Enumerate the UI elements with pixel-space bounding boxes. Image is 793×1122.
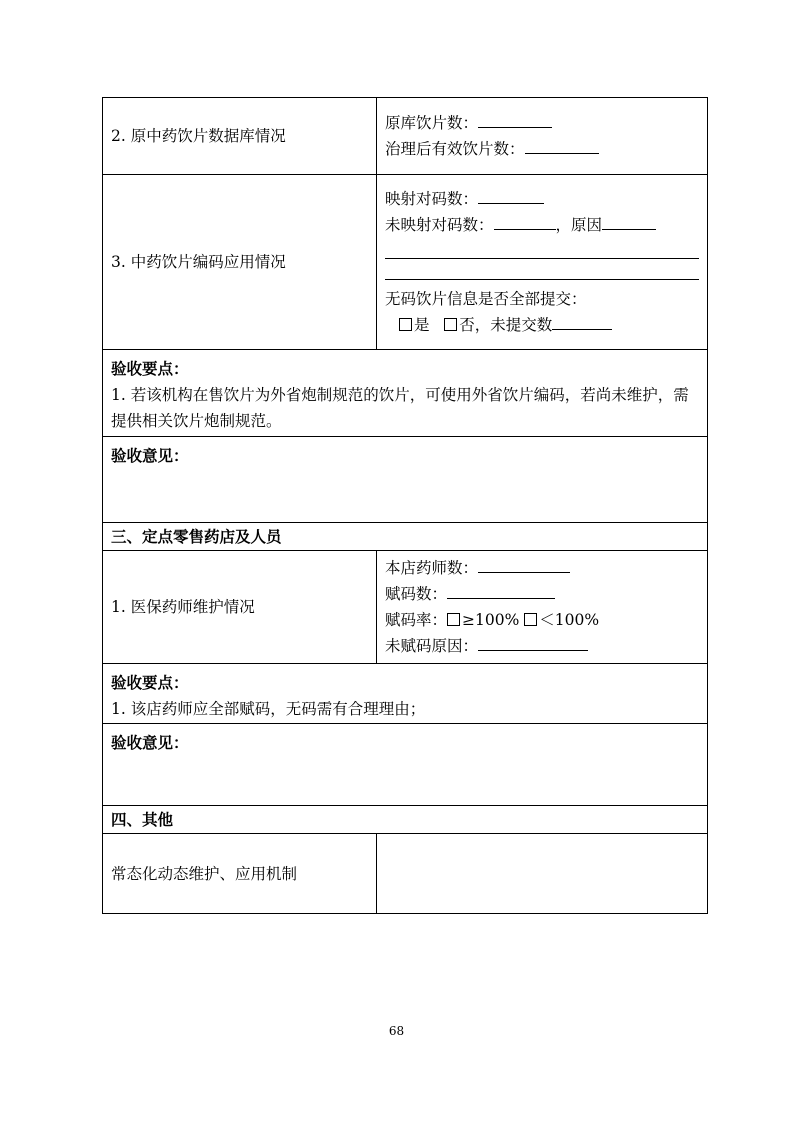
check-points-cell bbox=[103, 664, 708, 724]
check-points-title: 验收要点： bbox=[111, 359, 189, 378]
coding-rate-label: 赋码率： bbox=[385, 611, 448, 629]
original-count-line bbox=[385, 110, 699, 136]
opinion-title: 验收意见： bbox=[111, 446, 189, 465]
unsubmitted-count-blank[interactable] bbox=[552, 314, 612, 330]
row-section-3 bbox=[103, 523, 708, 551]
other-mechanism-label: 常态化动态维护、应用机制 bbox=[111, 864, 298, 883]
row-pharmacist bbox=[103, 551, 708, 664]
valid-count-blank[interactable] bbox=[525, 138, 599, 154]
other-mechanism-field[interactable] bbox=[377, 834, 708, 914]
row-opinion-1 bbox=[103, 437, 708, 523]
mapped-count-line bbox=[385, 186, 699, 212]
opinion-cell[interactable] bbox=[103, 724, 708, 806]
rate-ge-100-label: ≥100% bbox=[462, 611, 520, 629]
row-fields bbox=[377, 98, 708, 175]
valid-count-line bbox=[385, 136, 699, 162]
reason-rule-1[interactable] bbox=[385, 238, 699, 259]
checkbox-rate-lt-100[interactable] bbox=[524, 613, 537, 626]
row-code-application bbox=[103, 175, 708, 350]
mapped-count-label: 映射对码数： bbox=[385, 190, 479, 208]
reason-rule-2[interactable] bbox=[385, 259, 699, 280]
row-opinion-2 bbox=[103, 724, 708, 806]
pharmacist-label: 1. 医保药师维护情况 bbox=[111, 598, 255, 616]
row-original-database bbox=[103, 98, 708, 175]
row-fields bbox=[377, 175, 708, 350]
section-4-title: 四、其他 bbox=[103, 806, 708, 834]
reason-label: ，原因 bbox=[555, 216, 603, 234]
row-label bbox=[103, 175, 377, 350]
valid-count-label: 治理后有效饮片数： bbox=[385, 140, 525, 158]
page-number: 68 bbox=[388, 1024, 405, 1038]
row-section-4 bbox=[103, 806, 708, 834]
coded-count-label: 赋码数： bbox=[385, 585, 448, 603]
check-points-title: 验收要点： bbox=[111, 673, 189, 692]
checkbox-yes[interactable] bbox=[399, 318, 412, 331]
submitted-options-line bbox=[385, 312, 699, 338]
coded-count-blank[interactable] bbox=[447, 583, 555, 599]
rate-lt-100-label: ＜100% bbox=[539, 611, 600, 629]
pharmacist-count-label: 本店药师数： bbox=[385, 559, 479, 577]
original-count-blank[interactable] bbox=[478, 112, 552, 128]
original-count-label: 原库饮片数： bbox=[385, 114, 479, 132]
unmapped-count-label: 未映射对码数： bbox=[385, 216, 494, 234]
code-application-label: 3. 中药饮片编码应用情况 bbox=[111, 253, 286, 271]
option-no-label: 否，未提交数 bbox=[459, 316, 553, 334]
submitted-question-label: 无码饮片信息是否全部提交： bbox=[385, 290, 587, 308]
check-points-text: 1. 该店药师应全部赋码，无码需有合理理由； bbox=[111, 700, 426, 718]
section-3-title: 三、定点零售药店及人员 bbox=[103, 523, 708, 551]
row-label bbox=[103, 834, 377, 914]
checkbox-no[interactable] bbox=[444, 318, 457, 331]
opinion-cell[interactable] bbox=[103, 437, 708, 523]
checkbox-rate-ge-100[interactable] bbox=[447, 613, 460, 626]
pharmacist-count-line bbox=[385, 555, 699, 581]
submitted-question-line bbox=[385, 286, 699, 312]
row-check-points-1 bbox=[103, 350, 708, 437]
uncoded-reason-line bbox=[385, 633, 699, 659]
unmapped-count-blank[interactable] bbox=[494, 214, 556, 230]
option-yes-label: 是 bbox=[414, 316, 430, 334]
opinion-title: 验收意见： bbox=[111, 733, 189, 752]
check-points-text: 1. 若该机构在售饮片为外省炮制规范的饮片，可使用外省饮片编码，若尚未维护，需提供相关饮片炮制规范。 bbox=[111, 386, 689, 430]
mapped-count-blank[interactable] bbox=[478, 188, 544, 204]
pharmacist-count-blank[interactable] bbox=[478, 557, 570, 573]
row-fields bbox=[377, 551, 708, 664]
coded-count-line bbox=[385, 581, 699, 607]
acceptance-form-table bbox=[102, 97, 708, 914]
reason-blank[interactable] bbox=[602, 214, 656, 230]
uncoded-reason-label: 未赋码原因： bbox=[385, 637, 479, 655]
check-points-cell bbox=[103, 350, 708, 437]
coding-rate-line bbox=[385, 607, 699, 633]
uncoded-reason-blank[interactable] bbox=[478, 635, 588, 651]
row-check-points-2 bbox=[103, 664, 708, 724]
row-label bbox=[103, 98, 377, 175]
row-other-mechanism bbox=[103, 834, 708, 914]
original-database-label: 2. 原中药饮片数据库情况 bbox=[111, 127, 286, 145]
row-label bbox=[103, 551, 377, 664]
unmapped-count-line bbox=[385, 212, 699, 238]
